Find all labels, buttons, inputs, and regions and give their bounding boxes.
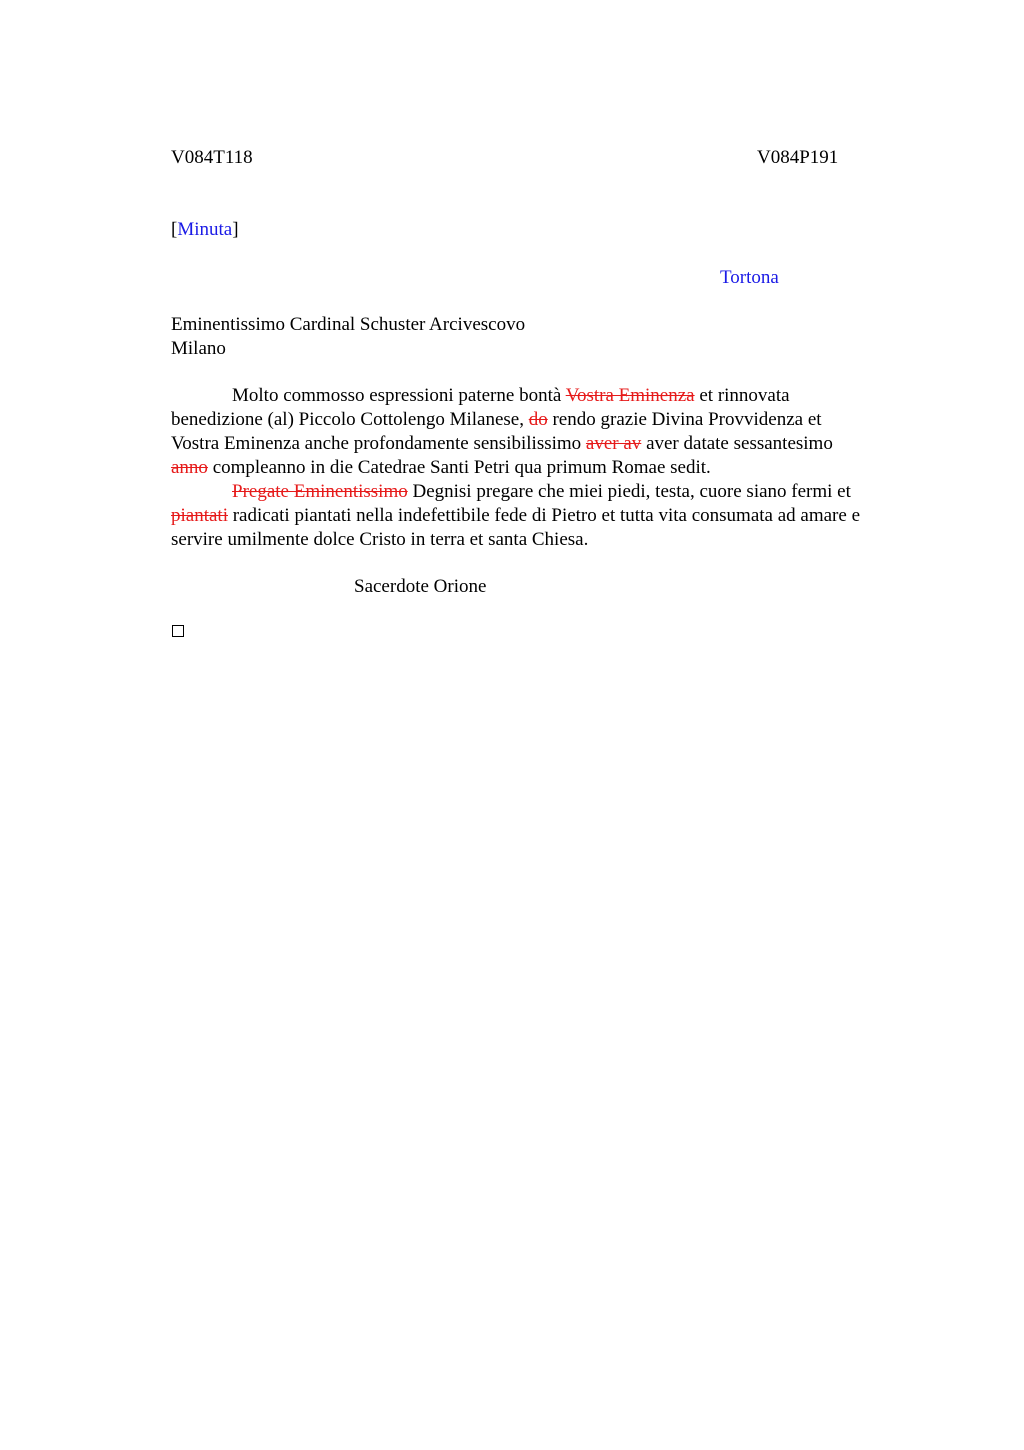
minuta-note — [171, 218, 239, 242]
text-segment: Vostra Eminenza anche profondamente sensibilissimo — [171, 433, 586, 454]
paragraph-line — [171, 528, 931, 552]
paragraph-line — [171, 504, 931, 528]
deleted-text: piantati — [171, 505, 228, 526]
deleted-text: aver av — [585, 433, 642, 454]
addressee-line-1: Eminentissimo Cardinal Schuster Arcivescovo — [171, 314, 526, 335]
paragraph-line — [171, 480, 931, 504]
body-paragraph-1 — [171, 384, 931, 480]
minuta-label: Minuta — [177, 219, 233, 240]
text-segment: aver datate sessantesimo — [641, 433, 833, 454]
paragraph-line — [171, 384, 931, 408]
body-paragraph-2 — [171, 480, 931, 552]
addressee-line-2: Milano — [171, 338, 226, 359]
empty-checkbox-icon — [172, 625, 184, 637]
place-name: Tortona — [720, 267, 779, 288]
deleted-text: do — [528, 409, 548, 430]
text-segment: Degnisi pregare che miei piedi, testa, cuore siano fermi et — [407, 481, 851, 502]
deleted-text: Pregate Eminentissimo — [232, 481, 408, 502]
paragraph-line — [171, 432, 931, 456]
text-segment: benedizione (al) Piccolo Cottolengo Milanese, — [171, 409, 529, 430]
text-segment: et rinnovata — [694, 385, 790, 406]
text-segment: rendo grazie Divina Provvidenza et — [547, 409, 822, 430]
document-code-left: V084T118 — [171, 147, 253, 168]
paragraph-line — [171, 408, 931, 432]
deleted-text: Vostra Eminenza — [565, 385, 695, 406]
paragraph-line — [171, 456, 931, 480]
open-bracket: [ — [171, 219, 178, 240]
text-segment: servire umilmente dolce Cristo in terra et santa Chiesa. — [171, 529, 589, 550]
text-segment: compleanno in die Catedrae Santi Petri qua primum Romae sedit. — [207, 457, 711, 478]
text-segment: Molto commosso espressioni paterne bontà — [232, 385, 566, 406]
document-code-right: V084P191 — [757, 147, 839, 168]
text-segment: radicati piantati nella indefettibile fede di Pietro et tutta vita consumata ad amare e — [227, 505, 861, 526]
close-bracket: ] — [232, 219, 239, 240]
signature: Sacerdote Orione — [354, 576, 487, 597]
deleted-text: anno — [171, 457, 208, 478]
